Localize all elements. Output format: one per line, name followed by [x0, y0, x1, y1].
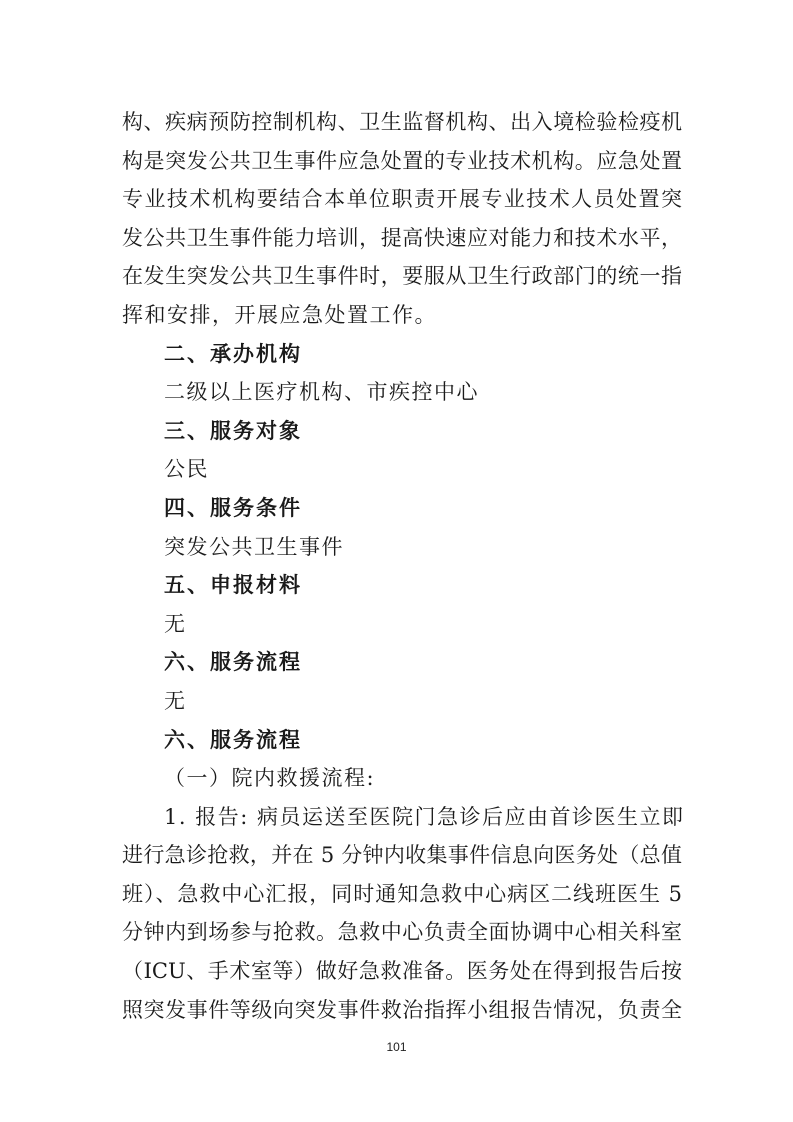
paragraph-line: 进行急诊抢救，并在 5 分钟内收集事件信息向医务处（总值 [122, 843, 682, 868]
document-page [122, 103, 685, 1029]
section-body-process: 无 [164, 688, 187, 713]
paragraph-line: （ICU、手术室等）做好急救准备。医务处在得到报告后按 [122, 959, 682, 984]
paragraph-line: 1. 报告: 病员运送至医院门急诊后应由首诊医生立即 [164, 804, 685, 829]
paragraph-line: 在发生突发公共卫生事件时，要服从卫生行政部门的统一指 [122, 264, 682, 289]
paragraph-line: 挥和安排，开展应急处置工作。 [122, 302, 437, 327]
page-number: 101 [386, 1040, 407, 1054]
section-heading-undertaking: 二、承办机构 [164, 341, 302, 366]
paragraph-line: 班）、急救中心汇报，同时通知急救中心病区二线班医生 5 [122, 881, 682, 906]
section-heading-target: 三、服务对象 [164, 418, 302, 443]
section-heading-conditions: 四、服务条件 [164, 495, 302, 520]
section-body-materials: 无 [164, 611, 187, 636]
section-body-undertaking: 二级以上医疗机构、市疾控中心 [164, 380, 479, 405]
paragraph-line: 专业技术机构要结合本单位职责开展专业技术人员处置突 [122, 187, 682, 212]
section-body-conditions: 突发公共卫生事件 [164, 534, 344, 559]
paragraph-line: 构是突发公共卫生事件应急处置的专业技术机构。应急处置 [122, 148, 682, 173]
paragraph-line: 发公共卫生事件能力培训，提高快速应对能力和技术水平， [122, 225, 682, 250]
subsection-heading-rescue: （一）院内救援流程: [164, 766, 376, 791]
paragraph-line: 分钟内到场参与抢救。急救中心负责全面协调中心相关科室 [122, 920, 682, 945]
section-body-target: 公民 [164, 457, 209, 482]
section-heading-process: 六、服务流程 [164, 650, 302, 675]
paragraph-line: 构、疾病预防控制机构、卫生监督机构、出入境检验检疫机 [122, 110, 682, 134]
section-heading-materials: 五、申报材料 [164, 573, 302, 598]
section-heading-process-repeat: 六、服务流程 [164, 727, 302, 752]
paragraph-line: 照突发事件等级向突发事件救治指挥小组报告情况，负责全 [122, 997, 682, 1022]
